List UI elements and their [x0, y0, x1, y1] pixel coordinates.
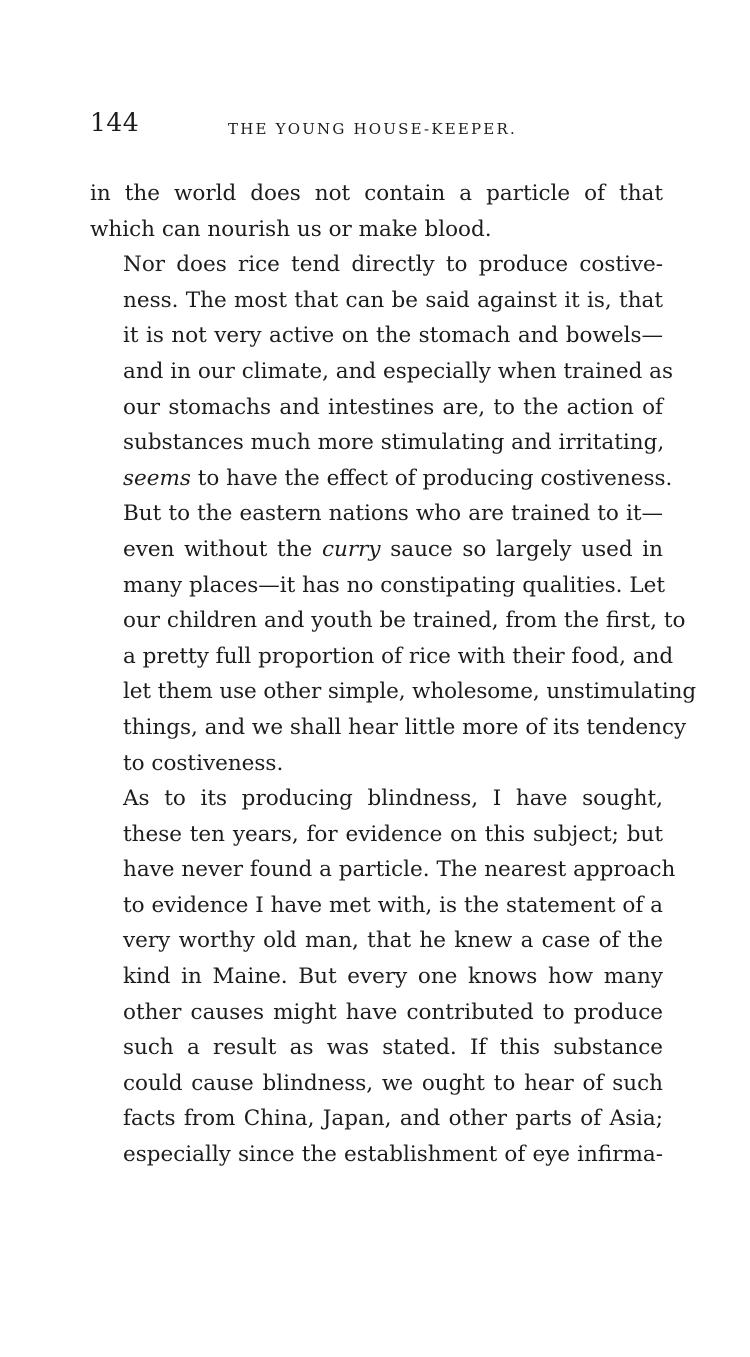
paragraph-1: [90, 176, 663, 247]
text-line: [90, 461, 673, 497]
italic-word: seems: [123, 465, 191, 491]
text-line: these ten years, for evidence on this subject; but: [123, 821, 663, 847]
text-line: Nor does rice tend directly to produce costive-: [123, 252, 663, 278]
page-number: 144: [90, 108, 140, 137]
text-line: could cause blindness, we ought to hear of such: [123, 1070, 663, 1096]
text-line: it is not very active on the stomach and bowels—: [123, 323, 663, 349]
line-fragment: even without the: [123, 536, 322, 562]
text-line: to evidence I have met with, is the statement of a: [123, 892, 663, 918]
text-line: in the world does not contain a particle of that: [90, 181, 663, 206]
text-line: and in our climate, and especially when trained as: [123, 358, 674, 384]
text-line: many places—it has no constipating qualities. Let: [123, 572, 665, 598]
text-line: As to its producing blindness, I have sought,: [123, 786, 663, 812]
text-line: especially since the establishment of eye infirma-: [123, 1142, 663, 1168]
line-fragment: to have the effect of producing costiveness.: [190, 465, 673, 491]
text-line: other causes might have contributed to produce: [123, 999, 663, 1025]
text-line: have never found a particle. The nearest approach: [123, 857, 676, 883]
text-line: let them use other simple, wholesome, unstimulating: [123, 679, 696, 705]
italic-word: curry: [321, 536, 381, 562]
text-line: such a result as was stated. If this substance: [123, 1035, 663, 1061]
text-line: a pretty full proportion of rice with their food, and: [123, 643, 674, 669]
text-line: [90, 532, 663, 568]
text-line: which can nourish us or make blood.: [90, 216, 492, 242]
paragraph-2: [90, 247, 696, 781]
text-line: our stomachs and intestines are, to the action of: [123, 394, 663, 420]
line-fragment: sauce so largely used in: [380, 536, 664, 562]
text-line: very worthy old man, that he knew a case of the: [123, 928, 663, 954]
text-line: things, and we shall hear little more of its tendency: [123, 714, 687, 740]
text-line: But to the eastern nations who are trained to it—: [123, 501, 663, 527]
text-line: ness. The most that can be said against it is, that: [123, 287, 663, 313]
text-line: substances much more stimulating and irritating,: [123, 430, 665, 456]
body-text: [90, 176, 696, 1173]
running-head: [90, 108, 663, 148]
running-title: THE YOUNG HOUSE-KEEPER.: [228, 120, 517, 138]
book-page: [90, 108, 696, 1173]
text-line: our children and youth be trained, from the first, to: [123, 608, 686, 634]
text-line: to costiveness.: [123, 750, 284, 776]
text-line: kind in Maine. But every one knows how many: [123, 964, 663, 990]
paragraph-3: [90, 781, 676, 1173]
text-line: facts from China, Japan, and other parts of Asia;: [123, 1106, 663, 1132]
